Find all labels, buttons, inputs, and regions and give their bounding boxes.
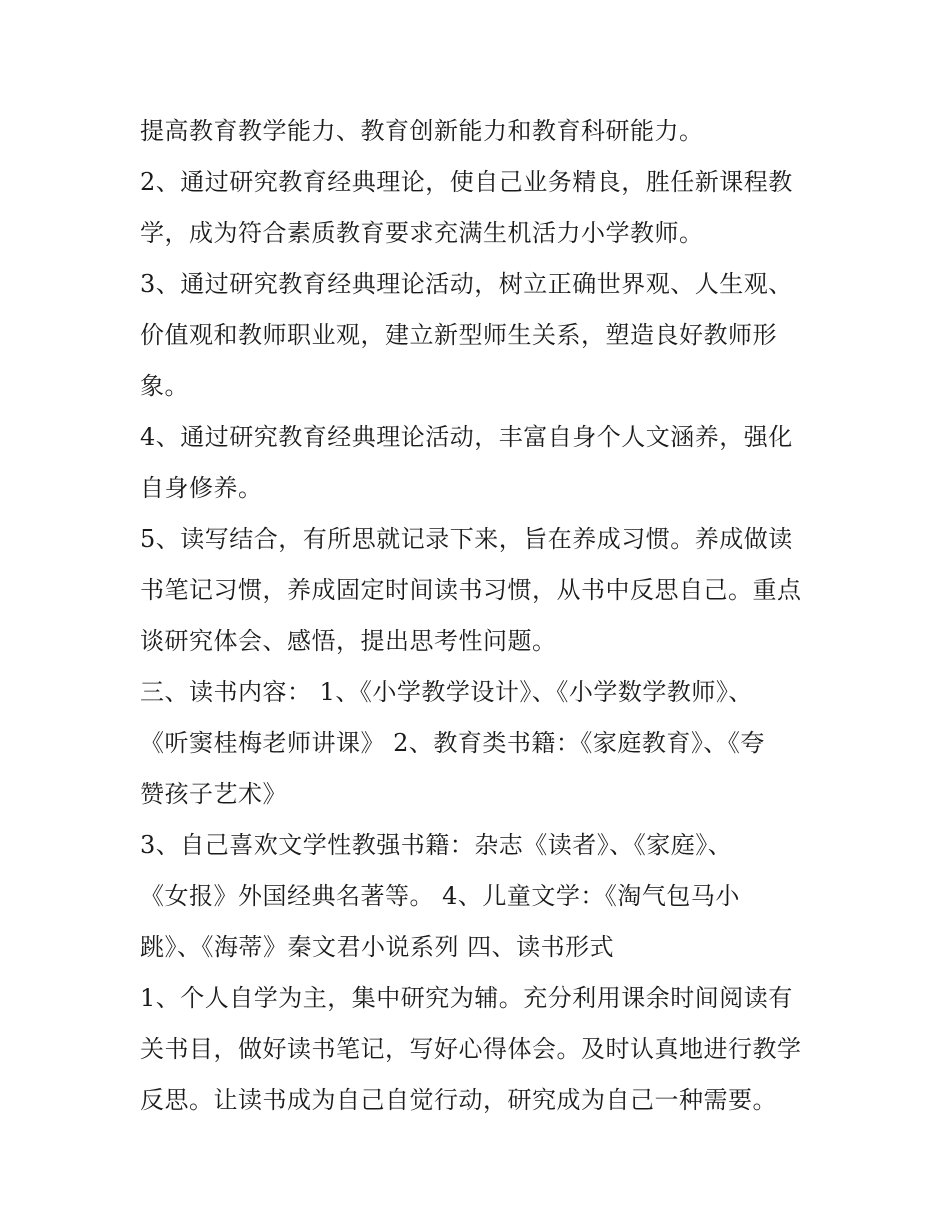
text-line: 3、自己喜欢文学性教强书籍：杂志《读者》、《家庭》、 xyxy=(140,831,733,859)
text-line: 4、通过研究教育经典理论活动，丰富自身个人文涵养，强化 xyxy=(140,423,793,451)
text-line: 《女报》外国经典名著等。 4、儿童文学：《淘气包马小 xyxy=(140,882,740,910)
text-line: 三、读书内容： 1、《小学教学设计》、《小学数学教师》、 xyxy=(140,678,753,706)
document-body xyxy=(140,106,830,1126)
text-line: 3、通过研究教育经典理论活动，树立正确世界观、人生观、 xyxy=(140,270,793,298)
text-line: 象。 xyxy=(140,372,189,400)
text-line: 价值观和教师职业观，建立新型师生关系，塑造良好教师形 xyxy=(140,321,777,349)
text-line: 学，成为符合素质教育要求充满生机活力小学教师。 xyxy=(140,219,704,247)
text-line: 谈研究体会、感悟，提出思考性问题。 xyxy=(140,627,557,655)
text-line: 1、个人自学为主，集中研究为辅。充分利用课余时间阅读有 xyxy=(140,984,793,1012)
text-line: 关书目，做好读书笔记，写好心得体会。及时认真地进行教学 xyxy=(140,1035,802,1063)
text-line: 5、读写结合，有所思就记录下来，旨在养成习惯。养成做读 xyxy=(140,525,793,553)
text-line: 自身修养。 xyxy=(140,474,263,502)
text-line: 跳》、《海蒂》秦文君小说系列 四、读书形式 xyxy=(140,933,615,961)
text-line: 提高教育教学能力、教育创新能力和教育科研能力。 xyxy=(140,117,704,145)
text-line: 书笔记习惯，养成固定时间读书习惯，从书中反思自己。重点 xyxy=(140,576,802,604)
text-line: 2、通过研究教育经典理论，使自己业务精良，胜任新课程教 xyxy=(140,168,793,196)
text-line: 反思。让读书成为自己自觉行动，研究成为自己一种需要。 xyxy=(140,1086,777,1114)
text-line: 《听窦桂梅老师讲课》 2、教育类书籍：《家庭教育》、《夸 xyxy=(140,729,765,757)
text-line: 赞孩子艺术》 xyxy=(140,780,287,808)
